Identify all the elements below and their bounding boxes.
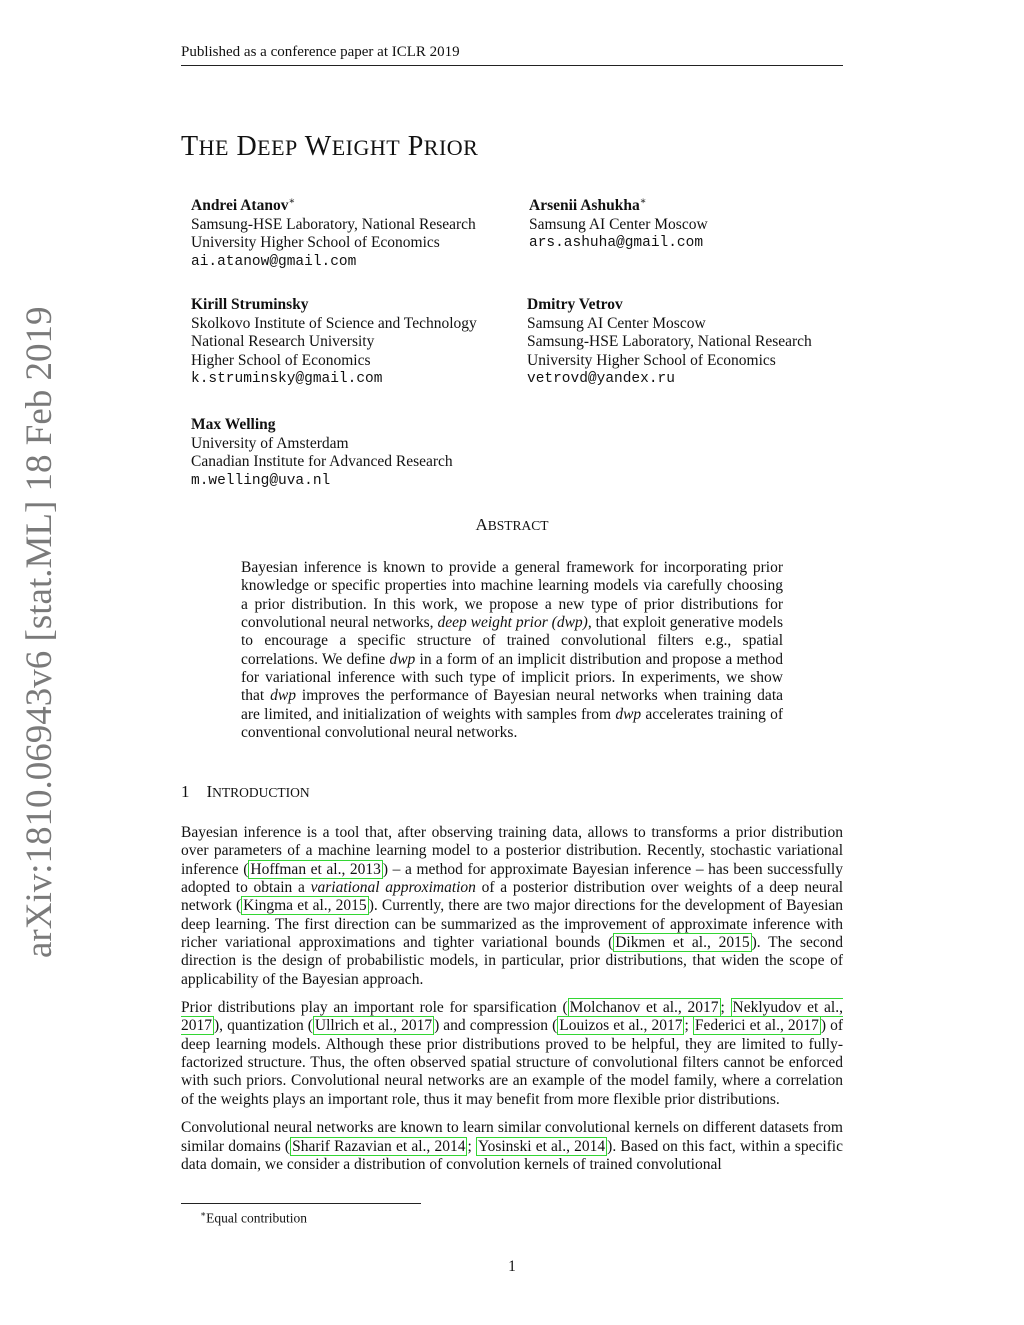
author-name: Kirill Struminsky [191, 296, 309, 313]
author-affiliation: Samsung-HSE Laboratory, National Research [191, 215, 476, 233]
author-name: Max Welling [191, 416, 276, 433]
author-email[interactable]: k.struminsky@gmail.com [191, 371, 383, 387]
abstract-heading: ABSTRACT [475, 515, 549, 534]
citation-link[interactable]: Louizos et al., 2017 [559, 1017, 683, 1035]
citation-link[interactable]: Yosinski et al., 2014 [477, 1137, 606, 1155]
author-email[interactable]: vetrovd@yandex.ru [527, 371, 675, 387]
citation-link[interactable]: Molchanov et al., 2017 [569, 999, 719, 1017]
citation-link[interactable]: Hoffman et al., 2013 [250, 860, 381, 878]
author-affiliation: Samsung AI Center Moscow [527, 314, 706, 332]
citation-link[interactable]: Sharif Razavian et al., 2014 [292, 1137, 466, 1155]
author-block-atanov [191, 193, 476, 271]
paragraph: Convolutional neural networks are known to learn similar convolutional kernels on different datasets from similar domains ( Sharif Razavian et al., 2014 ; Yosinski et al., 2014 ). Based on this fact, within a specific data domain, we consider a distribution of convolution kernels of trained convolutional [181, 1119, 843, 1173]
citation-link[interactable]: Kingma et al., 2015 [243, 897, 367, 915]
author-name: Andrei Atanov [191, 197, 289, 215]
equal-contribution-mark: ∗ [288, 196, 296, 207]
header-rule [181, 65, 843, 66]
author-affiliation: University Higher School of Economics [527, 351, 776, 369]
paper-title: THE DEEP WEIGHT PRIOR [181, 131, 479, 162]
author-affiliation: University of Amsterdam [191, 434, 349, 452]
footnote: ∗Equal contribution [200, 1209, 307, 1226]
page-number: 1 [508, 1258, 516, 1275]
paragraph: Bayesian inference is a tool that, after observing training data, allows to transforms a prior distribution over parameters of a machine learning model to a posterior distribution. Recently, stochastic variational inference ( Hoffman et al., 2013 ) – a method for approximate Bayesian inference – has been successfully adopted to obtain a variational approximation of a posterior distribution over weights of a deep neural network ( Kingma et al., 2015 ). Currently, there are two major directions for the development of Bayesian deep learning. The first direction can be summarized as the improvement of approximate inference with richer variational approximations and tighter variational bounds ( Dikmen et al., 2015 ). The second direction is the design of probabilistic models, in particular, prior distributions, that widen the scope of applicability of the Bayesian approach. [181, 824, 844, 988]
citation-link[interactable]: Neklyudov et al., 2017 [181, 999, 843, 1035]
author-email[interactable]: ars.ashuha@gmail.com [529, 235, 704, 252]
author-block-struminsky [191, 296, 477, 389]
introduction-heading: 1 INTRODUCTION [181, 782, 310, 801]
author-block-welling [191, 416, 453, 490]
author-email[interactable]: ai.atanow@gmail.com [191, 253, 357, 270]
author-affiliation: Skolkovo Institute of Science and Technology [191, 314, 477, 332]
introduction-body [181, 824, 843, 1184]
author-affiliation: Samsung-HSE Laboratory, National Research [527, 333, 812, 350]
author-block-ashukha [529, 193, 708, 253]
citation-link[interactable]: Ullrich et al., 2017 [314, 1017, 433, 1035]
author-name: Arsenii Ashukha [529, 197, 640, 215]
author-affiliation: Higher School of Economics [191, 351, 371, 369]
running-header: Published as a conference paper at ICLR 2019 [181, 44, 460, 60]
abstract-body: Bayesian inference is known to provide a general framework for incorporating prior knowledge or specific properties into machine learning models via carefully choosing a prior distribution. In this work, we propose a new type of prior distributions for convolutional neural networks, deep weight prior (dwp), that exploit generative models to encourage a specific structure of trained convolutional filters e.g., spatial correlations. We define dwp in a form of an implicit distribution and propose a method for variational inference with such type of implicit priors. In experiments, we show that dwp improves the performance of Bayesian neural networks when training data are limited, and initialization of weights with samples from dwp accelerates training of conventional convolutional neural networks. [241, 559, 784, 742]
arxiv-stamp: arXiv:1810.06943v6 [stat.ML] 18 Feb 2019 [19, 306, 60, 958]
paragraph: Prior distributions play an important role for sparsification ( Molchanov et al., 2017 ; Neklyudov et al., 2017 ), quantization ( Ullrich et al., 2017 ) and compression ( Louizos et al., 2017 ; Federici et al., 2017 ) of deep learning models. Although these prior distributions proved to be helpful, they are limited to fully-factorized structure. Thus, the often observed spatial structure of convolutional filters cannot be enforced with such priors. Convolutional neural networks are an example of the model family, where a correlation of the weights plays an important role, thus it may benefit from more flexible prior distributions. [181, 999, 843, 1108]
author-affiliation: Samsung AI Center Moscow [529, 215, 708, 233]
citation-link[interactable]: Dikmen et al., 2015 [615, 934, 750, 952]
author-affiliation: National Research University [191, 333, 375, 350]
author-email[interactable]: m.welling@uva.nl [191, 472, 331, 489]
author-name: Dmitry Vetrov [527, 296, 623, 313]
author-affiliation: Canadian Institute for Advanced Research [191, 453, 453, 470]
footnote-rule [181, 1203, 421, 1204]
author-block-vetrov [527, 296, 812, 389]
citation-link[interactable]: Federici et al., 2017 [694, 1017, 819, 1035]
equal-contribution-mark: ∗ [639, 196, 647, 207]
author-affiliation: University Higher School of Economics [191, 234, 440, 252]
